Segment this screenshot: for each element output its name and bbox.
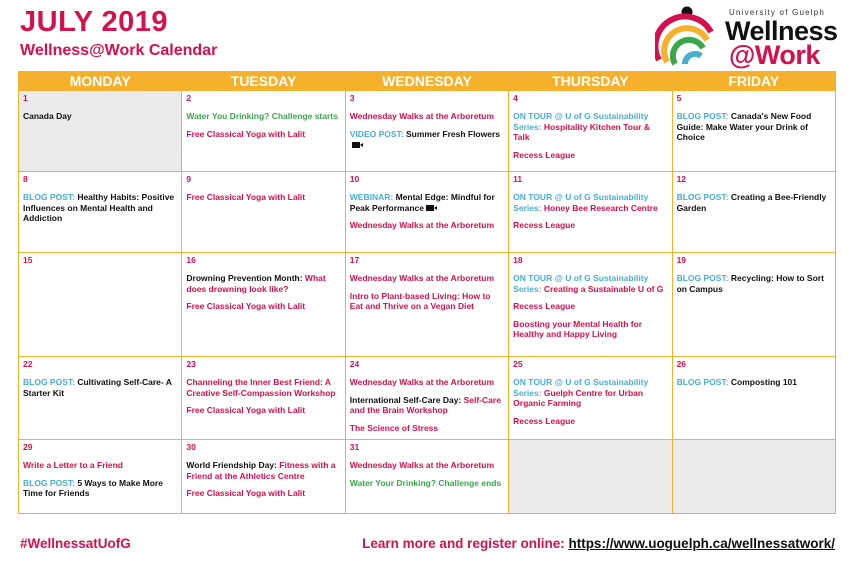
event-text: Cultivating Self-Care- A Starter Kit — [23, 377, 172, 398]
event-text: Drowning Prevention Month: — [186, 273, 305, 283]
event-text: Free Classical Yoga with Lalit — [186, 128, 306, 139]
day-cell — [345, 357, 508, 440]
day-number: 26 — [676, 359, 687, 369]
logo-wellness-text: Wellness — [725, 16, 838, 46]
event-text: Creating a Sustainable U of G — [543, 283, 664, 294]
event-text: BLOG POST: — [676, 377, 731, 387]
event-text: ON TOUR @ U of G Sustainability Series: — [513, 192, 649, 213]
event-text: Write a Letter to a Friend — [23, 460, 123, 470]
day-cell — [345, 440, 508, 514]
day-number: 24 — [349, 359, 360, 369]
event-text: Guelph Centre for Urban Organic Farming — [513, 387, 644, 408]
day-cell — [182, 253, 345, 357]
event-text: 5 Ways to Make More Time for Friends — [23, 477, 163, 498]
event-text: Recycling: How to Sort on Campus — [676, 273, 824, 294]
day-number — [677, 441, 831, 453]
day-number: 9 — [186, 174, 192, 184]
day-cell — [182, 440, 345, 514]
calendar-event[interactable] — [186, 192, 340, 203]
calendar-event[interactable] — [186, 111, 340, 122]
event-text: Wednesday Walks at the Arboretum — [349, 377, 494, 387]
calendar-event[interactable] — [186, 301, 340, 312]
day-number: 22 — [23, 359, 33, 369]
calendar-event[interactable] — [350, 111, 504, 122]
weekday-header-friday: FRIDAY — [672, 72, 835, 91]
day-cell — [509, 440, 672, 514]
register-text: Learn more and register online: — [362, 536, 569, 551]
event-text: Intro to Plant-based Living: How to Eat and Thrive on a Vegan Diet — [349, 290, 491, 311]
day-number: 29 — [23, 442, 33, 452]
day-number: 15 — [23, 255, 33, 265]
calendar-event[interactable] — [186, 460, 340, 481]
event-text: BLOG POST: — [676, 273, 731, 283]
day-number: 1 — [23, 93, 28, 103]
event-text: Water You Drinking? Challenge starts — [186, 111, 338, 121]
calendar-event[interactable] — [350, 395, 504, 416]
week-row — [19, 91, 836, 172]
day-number: 16 — [186, 255, 196, 265]
calendar-event[interactable] — [186, 273, 340, 294]
event-text: Free Classical Yoga with Lalit — [186, 301, 306, 311]
calendar-event[interactable] — [677, 273, 831, 294]
event-text: Canada's New Food Guide: Make Water your Drink of Choice — [676, 111, 812, 142]
event-text: What does drowning look like? — [186, 273, 326, 294]
wellness-url-link[interactable]: https://www.uoguelph.ca/wellnessatwork/ — [568, 536, 835, 551]
event-text: BLOG POST: — [23, 377, 78, 387]
event-text: ON TOUR @ U of G Sustainability Series: — [513, 111, 649, 132]
calendar-event[interactable] — [350, 129, 504, 150]
day-cell — [19, 172, 182, 253]
day-cell — [509, 91, 672, 172]
event-text: ON TOUR @ U of G Sustainability Series: — [513, 377, 649, 398]
page-title: JULY 2019 — [20, 6, 169, 38]
day-number: 3 — [349, 93, 355, 103]
day-cell — [672, 91, 835, 172]
calendar-event[interactable] — [186, 129, 340, 140]
event-text: Water Your Drinking? Challenge ends — [349, 477, 502, 488]
day-cell — [509, 172, 672, 253]
hashtag: #WellnessatUofG — [20, 536, 131, 551]
calendar-event[interactable] — [23, 460, 177, 471]
event-text: BLOG POST: — [676, 111, 731, 121]
day-cell — [19, 440, 182, 514]
calendar-event[interactable] — [513, 377, 667, 409]
day-cell — [19, 253, 182, 357]
event-text: Fitness with a Friend at the Athletics Centre — [186, 460, 336, 481]
calendar-event[interactable] — [513, 416, 667, 427]
day-cell — [345, 172, 508, 253]
event-text: Self-Care and the Brain Workshop — [349, 394, 501, 415]
week-row — [19, 172, 836, 253]
day-cell — [509, 253, 672, 357]
event-text: Composting 101 — [730, 377, 797, 387]
calendar-event[interactable] — [350, 377, 504, 388]
day-number: 25 — [513, 359, 523, 369]
register-info — [362, 536, 835, 551]
event-text: International Self-Care Day: — [349, 394, 464, 405]
calendar-event[interactable] — [23, 478, 177, 499]
event-text: Healthy Habits: Positive Influences on Mental Health and Addiction — [23, 192, 175, 223]
day-number: 23 — [186, 359, 196, 369]
day-number: 18 — [513, 255, 523, 265]
day-number: 31 — [349, 442, 360, 452]
day-number: 4 — [513, 93, 518, 103]
weekday-header-wednesday: WEDNESDAY — [345, 72, 508, 91]
weekday-header-row — [19, 72, 836, 91]
event-text: Wednesday Walks at the Arboretum — [349, 220, 494, 230]
day-cell — [672, 357, 835, 440]
event-text: Hospitality Kitchen Tour & Talk — [513, 121, 650, 142]
day-number: 10 — [349, 174, 360, 184]
weekday-header-tuesday: TUESDAY — [182, 72, 345, 91]
wellness-at-work-logo — [655, 4, 840, 68]
event-text: Mental Edge: Mindful for Peak Performance — [349, 192, 495, 213]
day-cell — [509, 357, 672, 440]
day-number: 8 — [23, 174, 28, 184]
calendar-event[interactable] — [23, 377, 177, 398]
event-text: Canada Day — [23, 111, 72, 121]
day-number: 17 — [349, 255, 360, 265]
event-text: ON TOUR @ U of G Sustainability Series: — [513, 273, 649, 294]
calendar-event[interactable] — [513, 111, 667, 143]
weekday-header-thursday: THURSDAY — [509, 72, 672, 91]
day-cell — [345, 253, 508, 357]
day-number: 12 — [676, 174, 687, 184]
week-row — [19, 440, 836, 514]
calendar-event[interactable] — [186, 405, 340, 416]
event-text: Honey Bee Research Centre — [543, 202, 658, 213]
calendar-event[interactable] — [186, 377, 340, 398]
calendar-event[interactable] — [350, 291, 504, 312]
video-camera-icon — [352, 142, 360, 148]
calendar-grid — [18, 71, 836, 514]
day-cell — [19, 357, 182, 440]
day-cell — [19, 91, 182, 172]
day-number: 30 — [186, 442, 196, 452]
event-text: Channeling the Inner Best Friend: A Creative Self-Compassion Workshop — [186, 377, 336, 398]
calendar-event[interactable] — [350, 273, 504, 284]
event-text: Wednesday Walks at the Arboretum — [349, 111, 494, 121]
event-text: Recess League — [513, 149, 576, 160]
calendar-event[interactable] — [350, 423, 504, 434]
event-text: Recess League — [513, 301, 576, 311]
day-cell — [182, 91, 345, 172]
day-number: 19 — [676, 255, 687, 265]
calendar-event[interactable] — [350, 460, 504, 471]
calendar-event[interactable] — [513, 301, 667, 312]
week-row — [19, 253, 836, 357]
calendar-event[interactable] — [350, 220, 504, 231]
event-text: BLOG POST: — [676, 192, 731, 202]
event-text: BLOG POST: — [23, 477, 78, 488]
day-number — [513, 441, 667, 453]
calendar-event[interactable] — [350, 478, 504, 489]
calendar-event[interactable] — [350, 192, 504, 213]
event-text: Free Classical Yoga with Lalit — [186, 405, 306, 415]
event-text: Boosting your Mental Health for Healthy and Happy Living — [513, 318, 643, 339]
day-cell — [672, 253, 835, 357]
calendar-event[interactable] — [513, 220, 667, 231]
calendar-event[interactable] — [677, 377, 831, 388]
day-number: 2 — [186, 93, 192, 103]
day-cell — [672, 172, 835, 253]
event-text: Creating a Bee-Friendly Garden — [676, 192, 827, 213]
event-text: Recess League — [513, 415, 576, 426]
day-cell — [182, 357, 345, 440]
arcs-logo-icon — [655, 4, 727, 68]
event-text: Recess League — [513, 220, 576, 230]
day-number: 11 — [513, 174, 523, 184]
day-cell — [672, 440, 835, 514]
day-cell — [345, 91, 508, 172]
event-text: World Friendship Day: — [186, 460, 280, 470]
event-text: Summer Fresh Flowers — [406, 128, 501, 139]
calendar-body — [19, 91, 836, 514]
day-cell — [182, 172, 345, 253]
logo-at-work-text: @Work — [729, 40, 820, 70]
event-text: WEBINAR: — [349, 192, 396, 202]
event-text: Free Classical Yoga with Lalit — [186, 488, 306, 498]
event-text: Wednesday Walks at the Arboretum — [349, 273, 494, 283]
event-text: BLOG POST: — [23, 192, 78, 202]
event-text: The Science of Stress — [349, 422, 439, 433]
event-text: Wednesday Walks at the Arboretum — [349, 460, 494, 470]
event-text: Free Classical Yoga with Lalit — [186, 192, 306, 202]
calendar-event[interactable] — [513, 273, 667, 294]
weekday-header-monday: MONDAY — [19, 72, 182, 91]
calendar-event[interactable] — [513, 192, 667, 213]
day-number: 5 — [676, 93, 682, 103]
event-text: VIDEO POST: — [349, 128, 406, 139]
video-camera-icon — [426, 205, 434, 211]
page-subtitle: Wellness@Work Calendar — [20, 42, 218, 59]
week-row — [19, 357, 836, 440]
calendar-event[interactable] — [513, 150, 667, 161]
calendar-event[interactable] — [186, 488, 340, 499]
calendar-event[interactable] — [677, 192, 831, 213]
calendar-event[interactable] — [677, 111, 831, 143]
logo-university-text: University of Guelph — [729, 8, 826, 17]
calendar-event[interactable] — [23, 192, 177, 224]
calendar-event[interactable] — [513, 319, 667, 340]
calendar-event[interactable] — [23, 111, 177, 122]
